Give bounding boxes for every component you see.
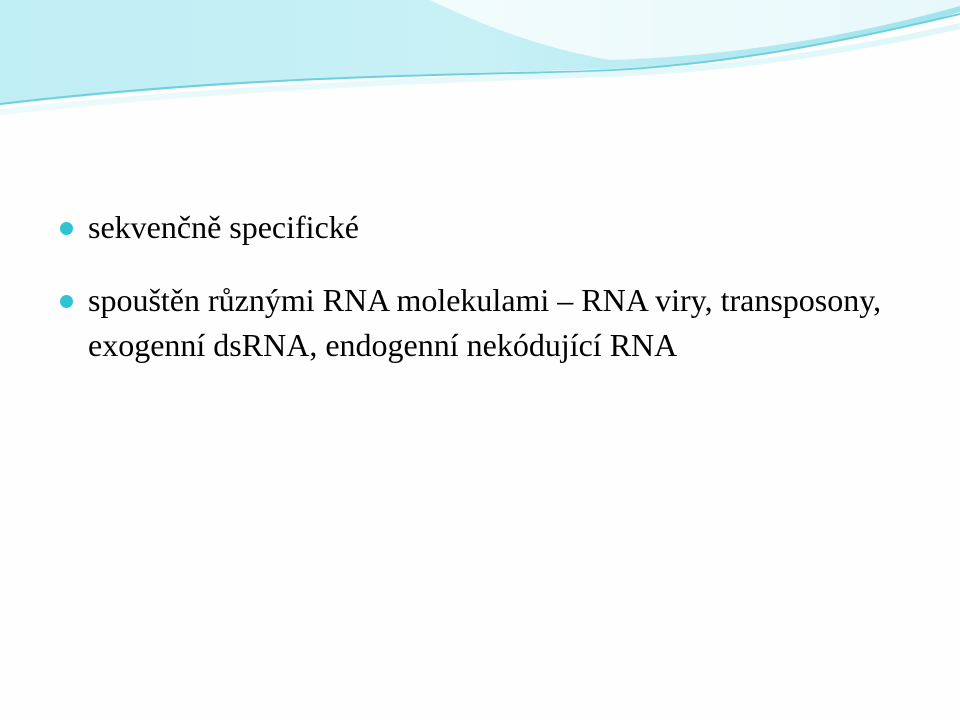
bullet-text: spouštěn různými RNA molekulami – RNA viry, transposony, exogenní dsRNA, endogenní nekódující RNA [88,282,882,363]
bullet-dot-icon [60,295,73,308]
bullet-text: sekvenčně specifické [88,209,359,245]
content-area [56,205,916,396]
bullet-item [56,205,916,250]
header-wave-decoration [0,0,960,120]
bullet-item [56,278,916,368]
bullet-dot-icon [60,222,73,235]
